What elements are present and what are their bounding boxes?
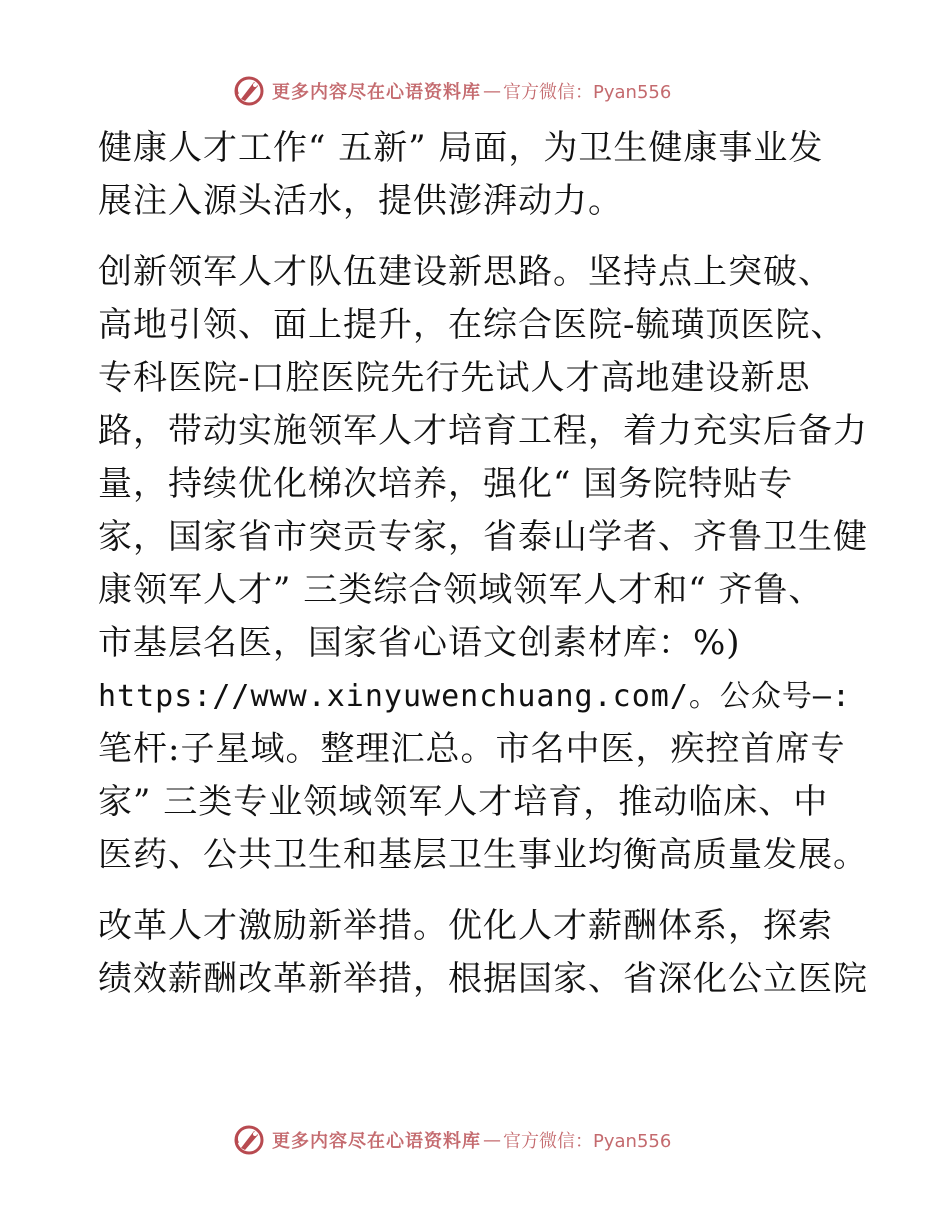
text-line: 笔杆:子星域。整理汇总。市名中医，疾控首席专 xyxy=(98,729,846,769)
text-line: 路，带动实施领军人才培育工程，着力充实后备力 xyxy=(98,411,868,451)
banner-title: 更多内容尽在心语资料库 xyxy=(272,82,481,103)
banner-contact: 官方微信：Pyan556 xyxy=(503,1131,672,1152)
header-watermark-banner xyxy=(232,73,671,109)
banner-dash: — xyxy=(483,80,501,102)
paragraph-1 xyxy=(98,122,858,228)
paragraph-2 xyxy=(98,246,868,882)
footer-watermark-banner xyxy=(232,1122,671,1158)
banner-contact: 官方微信：Pyan556 xyxy=(503,82,672,103)
text-line: 健康人才工作“ 五新” 局面，为卫生健康事业发 xyxy=(98,128,824,168)
text-line: 创新领军人才队伍建设新思路。坚持点上突破、 xyxy=(98,252,833,292)
text-line: 康领军人才” 三类综合领域领军人才和“ 齐鲁、 xyxy=(98,570,824,610)
text-line: 市基层名医，国家省心语文创素材库：%) xyxy=(98,623,741,663)
pen-nib-logo-icon xyxy=(232,1123,266,1157)
text-line: 绩效薪酬改革新举措，根据国家、省深化公立医院 xyxy=(98,959,868,999)
text-line: 医药、公共卫生和基层卫生事业均衡高质量发展。 xyxy=(98,835,868,875)
url-text-line: https://www.xinyuwenchuang.com/。公众号—: xyxy=(98,679,852,714)
text-line: 家” 三类专业领域领军人才培育，推动临床、中 xyxy=(98,782,829,822)
text-line: 专科医院-口腔医院先行先试人才高地建设新思 xyxy=(98,358,811,398)
text-line: 量，持续优化梯次培养，强化“ 国务院特贴专 xyxy=(98,464,794,504)
pen-nib-logo-icon xyxy=(232,74,266,108)
banner-title: 更多内容尽在心语资料库 xyxy=(272,1131,481,1152)
paragraph-3 xyxy=(98,900,868,1006)
text-line: 改革人才激励新举措。优化人才薪酬体系，探索 xyxy=(98,906,833,946)
text-line: 高地引领、面上提升，在综合医院-毓璜顶医院、 xyxy=(98,305,846,345)
banner-dash: — xyxy=(483,1129,501,1151)
text-line: 展注入源头活水，提供澎湃动力。 xyxy=(98,181,623,221)
text-line: 家，国家省市突贡专家，省泰山学者、齐鲁卫生健 xyxy=(98,517,868,557)
document-body xyxy=(98,122,868,1006)
